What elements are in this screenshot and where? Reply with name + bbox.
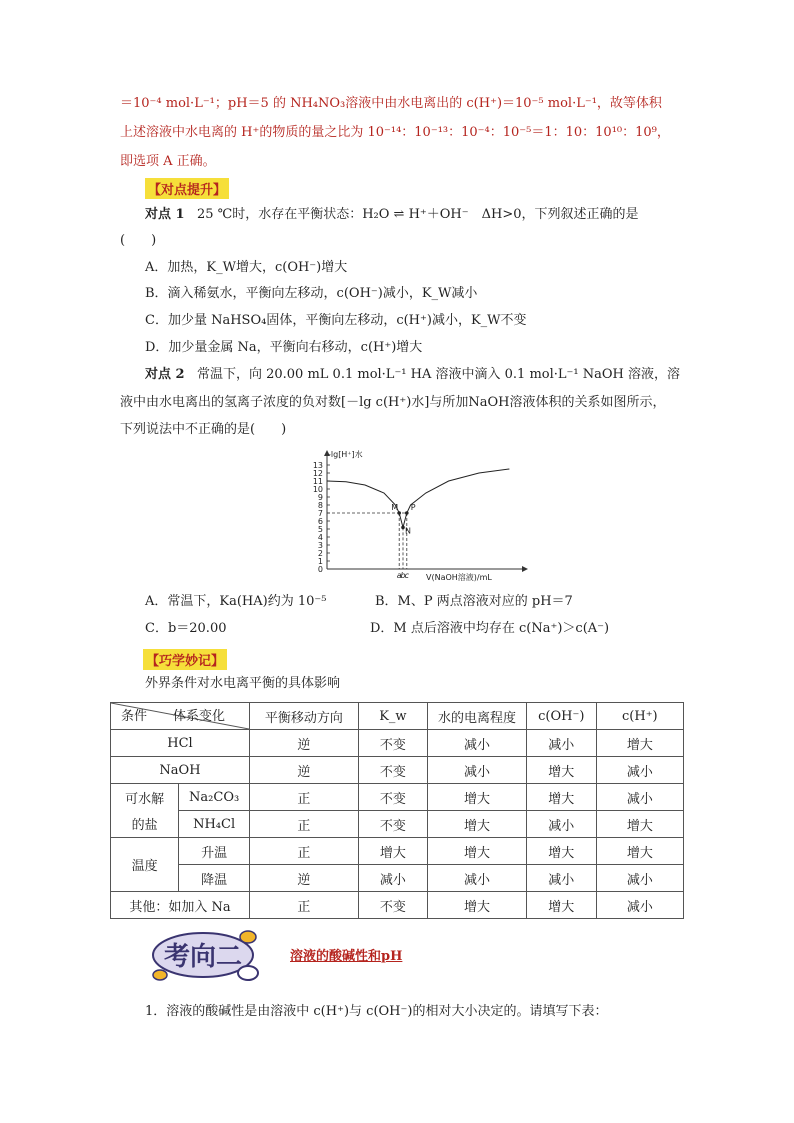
table-cell: 减小 <box>596 757 683 784</box>
final-line: 1．溶液的酸碱性是由溶液中 c(H⁺)与 c(OH⁻)的相对大小决定的。请填写下表： <box>145 1004 608 1019</box>
table-cell: 减小 <box>596 892 683 919</box>
x-tick-label: a <box>396 571 402 580</box>
chart-xlabel: V(NaOH溶液)/mL <box>426 573 492 582</box>
row-name: NaOH <box>111 757 250 784</box>
group-label: 温度 <box>111 838 179 892</box>
corner-left: 条件 <box>121 709 148 724</box>
table-cell: 减小 <box>526 865 596 892</box>
row-name: 其他：如加入 Na <box>111 892 250 919</box>
table-cell: 减小 <box>526 811 596 838</box>
point-label: M <box>391 503 399 512</box>
table-header: c(H⁺) <box>596 703 683 730</box>
table-cell: 不变 <box>358 784 427 811</box>
data-point <box>405 511 409 515</box>
table-header: K_w <box>358 703 427 730</box>
x-tick-label: b <box>400 571 406 580</box>
table-corner-cell <box>111 703 250 730</box>
y-tick-label: 9 <box>317 493 323 502</box>
table-header: 水的电离程度 <box>428 703 527 730</box>
table-cell: 增大 <box>428 811 527 838</box>
q2-option-c: C．b＝20.00 <box>145 621 227 636</box>
table-header: c(OH⁻) <box>526 703 596 730</box>
section-tag-tips: 【巧学妙记】 <box>143 649 227 670</box>
q2-option-b: B．M、P 两点溶液对应的 pH＝7 <box>375 594 573 609</box>
table-cell: 减小 <box>428 730 527 757</box>
table-cell: 正 <box>249 892 358 919</box>
y-tick-label: 13 <box>312 461 323 470</box>
point-label: P <box>410 503 416 512</box>
table-cell: 增大 <box>358 838 427 865</box>
q2-option-a: A．常温下，Ka(HA)约为 10⁻⁵ <box>145 594 327 609</box>
row-sub: 降温 <box>179 865 250 892</box>
table-cell: 增大 <box>526 838 596 865</box>
table-cell: 增大 <box>596 838 683 865</box>
q1-stem <box>145 206 639 224</box>
q2-line-1-text: 常温下，向 20.00 mL 0.1 mol·L⁻¹ HA 溶液中滴入 0.1 mol·L⁻¹ NaOH 溶液，溶 <box>196 367 680 382</box>
q1-option-d: D．加少量金属 Na，平衡向右移动，c(H⁺)增大 <box>145 340 423 355</box>
banner-title: 考向二 <box>163 942 243 972</box>
q1-paren: ( ) <box>120 233 157 248</box>
y-tick-label: 12 <box>312 469 323 478</box>
group-label: 的盐 <box>111 811 179 838</box>
explanation-line-2: 上述溶液中水电离的 H⁺的物质的量之比为 10⁻¹⁴：10⁻¹³：10⁻⁴：10⁻⁵＝1：10：10¹⁰：10⁹， <box>120 125 670 140</box>
y-tick-label: 0 <box>317 565 323 574</box>
point-label: N <box>405 526 411 536</box>
table-cell: 不变 <box>358 757 427 784</box>
table-cell: 减小 <box>596 784 683 811</box>
table-cell: 增大 <box>526 892 596 919</box>
table-cell: 减小 <box>596 865 683 892</box>
row-sub: 升温 <box>179 838 250 865</box>
table-header: 平衡移动方向 <box>249 703 358 730</box>
y-tick-label: 4 <box>317 533 323 542</box>
series-line <box>327 469 509 527</box>
q2-option-d: D．M 点后溶液中均存在 c(Na⁺)＞c(A⁻) <box>370 621 610 636</box>
y-tick-label: 5 <box>317 525 323 534</box>
q1-label: 对点 1 <box>145 207 185 222</box>
y-tick-label: 2 <box>317 549 323 558</box>
y-tick-label: 1 <box>317 557 323 566</box>
q2-label: 对点 2 <box>145 367 185 382</box>
q1-option-b: B．滴入稀氨水，平衡向左移动，c(OH⁻)减小，K_W减小 <box>145 286 478 301</box>
table-cell: 不变 <box>358 892 427 919</box>
table-cell: 逆 <box>249 730 358 757</box>
chart-ylabel: -lg[H⁺]水 <box>328 450 363 459</box>
table-cell: 增大 <box>526 757 596 784</box>
x-tick-label: c <box>404 571 410 580</box>
table-row <box>111 757 684 784</box>
banner-subtitle: 溶液的酸碱性和pH <box>290 949 403 964</box>
row-sub: NH₄Cl <box>179 811 250 838</box>
banner-badge <box>148 925 268 985</box>
table-cell: 增大 <box>596 811 683 838</box>
table-cell: 逆 <box>249 865 358 892</box>
table-cell: 正 <box>249 811 358 838</box>
explanation-line-1: ＝10⁻⁴ mol·L⁻¹；pH＝5 的 NH₄NO₃溶液中由水电离出的 c(H⁺)＝10⁻⁵ mol·L⁻¹，故等体积 <box>120 96 662 111</box>
row-sub: Na₂CO₃ <box>179 784 250 811</box>
table-cell: 正 <box>249 838 358 865</box>
table-cell: 不变 <box>358 730 427 757</box>
y-tick-label: 6 <box>317 517 323 526</box>
table-row <box>111 892 684 919</box>
group-label: 可水解 <box>111 784 179 811</box>
q1-option-a: A．加热，K_W增大，c(OH⁻)增大 <box>145 260 348 275</box>
q2-line-2: 液中由水电离出的氢离子浓度的负对数[－lg c(H⁺)水]与所加NaOH溶液体积的关系如图所示， <box>120 395 666 410</box>
q2-line-3: 下列说法中不正确的是( ) <box>120 422 287 437</box>
y-tick-label: 8 <box>317 501 323 510</box>
table-row <box>111 811 684 838</box>
table-cell: 增大 <box>428 784 527 811</box>
y-tick-label: 7 <box>317 509 323 518</box>
section-tag-practice: 【对点提升】 <box>145 178 229 199</box>
y-tick-label: 11 <box>312 477 323 486</box>
table-cell: 减小 <box>428 865 527 892</box>
table-cell: 正 <box>249 784 358 811</box>
table-cell: 增大 <box>526 784 596 811</box>
table-row <box>111 865 684 892</box>
q1-option-c: C．加少量 NaHSO₄固体，平衡向左移动，c(H⁺)减小，K_W不变 <box>145 313 527 328</box>
corner-right: 体系变化 <box>173 709 226 724</box>
y-tick-label: 3 <box>317 541 323 550</box>
q1-stem-text: 25 ℃时，水存在平衡状态：H₂O ⇌ H⁺＋OH⁻ ΔH>0，下列叙述正确的是 <box>196 207 639 222</box>
explanation-line-3: 即选项 A 正确。 <box>120 154 216 169</box>
table-intro: 外界条件对水电离平衡的具体影响 <box>145 676 341 691</box>
row-name: HCl <box>111 730 250 757</box>
table-cell: 减小 <box>428 757 527 784</box>
q2-line-1 <box>145 366 680 384</box>
table-row <box>111 838 684 865</box>
table-row <box>111 784 684 811</box>
table-row <box>111 730 684 757</box>
table-cell: 减小 <box>358 865 427 892</box>
table-cell: 增大 <box>596 730 683 757</box>
titration-chart <box>300 445 560 595</box>
table-cell: 减小 <box>526 730 596 757</box>
table-header-row <box>111 703 684 730</box>
table-cell: 逆 <box>249 757 358 784</box>
table-cell: 增大 <box>428 892 527 919</box>
table-cell: 不变 <box>358 811 427 838</box>
decor-bubble-icon <box>240 931 256 943</box>
influence-table <box>110 702 684 919</box>
table-cell: 增大 <box>428 838 527 865</box>
y-tick-label: 10 <box>312 485 323 494</box>
